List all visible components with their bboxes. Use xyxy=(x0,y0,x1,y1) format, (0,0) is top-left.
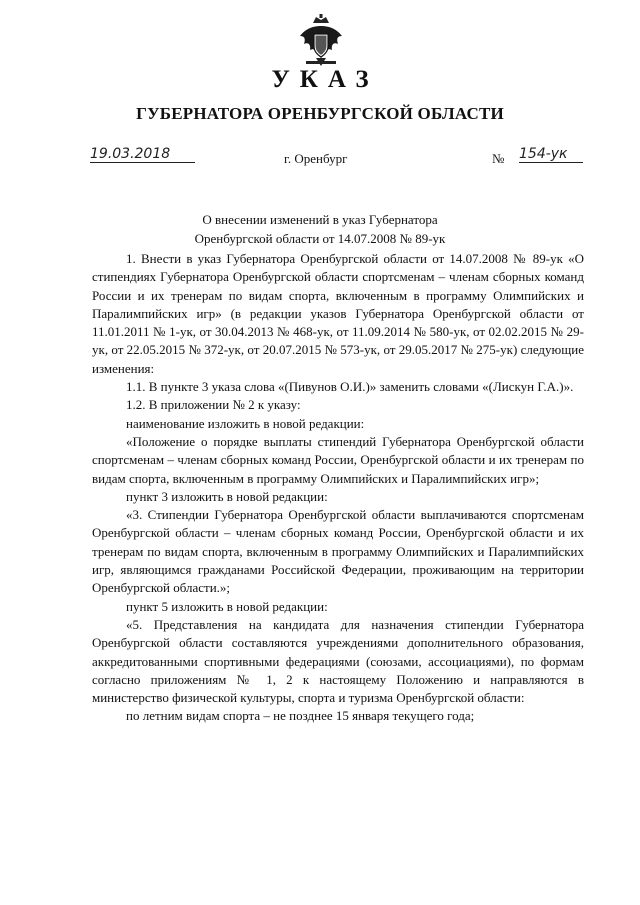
decree-body xyxy=(92,250,584,726)
paragraph-1-2: 1.2. В приложении № 2 к указу: xyxy=(126,397,301,413)
decree-subject xyxy=(0,210,640,248)
paragraph-point-3-text: «3. Стипендии Губернатора Оренбургской области выплачиваются спортсменам Оренбургской области – членам сборных команд России, Оренбургской области и их тренерам по видам спорта, включенным в программу Олимпийских и Паралимпийских игр, являющимся гражданами Российской Федерации, проживающим на территории Оренбургской области.»; xyxy=(92,507,584,596)
decree-city: г. Оренбург xyxy=(284,151,348,166)
date-number-line xyxy=(0,146,640,170)
issuer-title: ГУБЕРНАТОРА ОРЕНБУРГСКОЙ ОБЛАСТИ xyxy=(136,104,504,123)
paragraph-summer-sports: по летним видам спорта – не позднее 15 января текущего года; xyxy=(126,708,475,724)
subject-line-1: О внесении изменений в указ Губернатора xyxy=(202,212,438,227)
paragraph-point-3-intro: пункт 3 изложить в новой редакции: xyxy=(126,488,328,504)
subject-line-2: Оренбургской области от 14.07.2008 № 89-ук xyxy=(194,231,446,246)
decree-title: УКАЗ xyxy=(271,66,379,93)
paragraph-1: 1. Внести в указ Губернатора Оренбургской области от 14.07.2008 № 89-ук «О стипендиях Губернатора Оренбургской области спортсменам – членам сборных команд России и их тренерам по видам спорта, включенным в программу Олимпийских и Паралимпийских игр» (в редакции указов Губернатора Оренбургской области от 11.01.2011 № 1-ук, от 30.04.2013 № 468-ук, от 11.09.2014 № 580-ук, от 02.02.2015 № 29-ук, от 22.05.2015 № 372-ук, от 20.07.2015 № 573-ук, от 29.05.2017 № 275-ук) следующие изменения: xyxy=(92,251,584,376)
coat-of-arms-emblem xyxy=(296,14,346,68)
paragraph-point-5-intro: пункт 5 изложить в новой редакции: xyxy=(126,598,328,614)
decree-date: 19.03.2018 xyxy=(90,146,195,163)
paragraph-1-1: 1.1. В пункте 3 указа слова «(Пивунов О.И.)» заменить словами «(Лискун Г.А.)». xyxy=(126,379,574,395)
decree-number: 154-ук xyxy=(519,146,583,163)
paragraph-point-5-text: «5. Представления на кандидата для назначения стипендии Губернатора Оренбургской области составляются учреждениями дополнительного образования, аккредитованными спортивными федерациями (союзами, ассоциациями), по формам согласно приложениям № 1, 2 к настоящему Положению и направляются в министерство физической культуры, спорта и туризма Оренбургской области: xyxy=(92,616,584,706)
paragraph-new-title: «Положение о порядке выплаты стипендий Губернатора Оренбургской области спортсменам – членам сборных команд России, Оренбургской области и их тренерам по видам спорта, включенным в программу Олимпийских и Паралимпийских игр»; xyxy=(92,433,584,486)
number-sign: № xyxy=(492,151,505,166)
paragraph-title-change: наименование изложить в новой редакции: xyxy=(126,415,365,431)
